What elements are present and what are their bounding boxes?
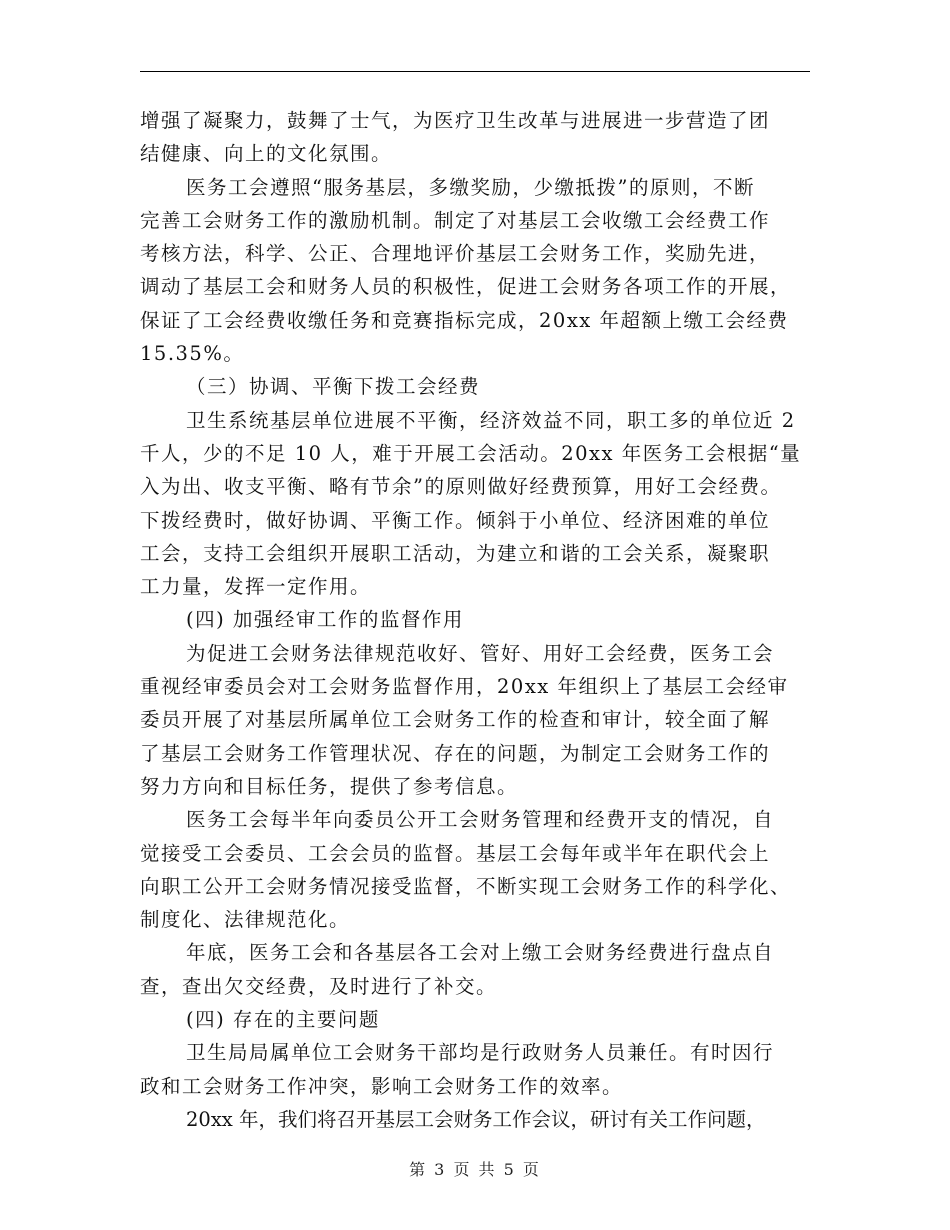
paragraph-line: 考核方法，科学、公正、合理地评价基层工会财务工作，奖励先进， <box>140 242 771 266</box>
paragraph-line: 医务工会每半年向委员公开工会财务管理和经费开支的情况，自 <box>186 808 775 832</box>
paragraph-line: 保证了工会经费收缴任务和竞赛指标完成，20xx 年超额上缴工会经费 <box>140 308 789 332</box>
paragraph-line: 工力量，发挥一定作用。 <box>140 575 372 599</box>
paragraph-line: 觉接受工会委员、工会会员的监督。基层工会每年或半年在职代会上 <box>140 841 771 865</box>
paragraph-line: 增强了凝聚力，鼓舞了士气，为医疗卫生改革与进展进一步营造了团 <box>140 109 771 132</box>
paragraph-line: 入为出、收支平衡、略有节余”的原则做好经费预算，用好工会经费。 <box>140 475 782 499</box>
document-body <box>140 104 808 1136</box>
paragraph-line: 政和工会财务工作冲突，影响工会财务工作的效率。 <box>140 1074 624 1098</box>
paragraph-line: 制度化、法律规范化。 <box>140 908 351 932</box>
paragraph-line: 年底，医务工会和各基层各工会对上缴工会财务经费进行盘点自 <box>186 941 775 965</box>
paragraph-line: (四) 存在的主要问题 <box>186 1008 380 1032</box>
paragraph-line: 了基层工会财务工作管理状况、存在的问题，为制定工会财务工作的 <box>140 741 771 765</box>
paragraph-line: 重视经审委员会对工会财务监督作用，20xx 年组织上了基层工会经审 <box>140 675 789 699</box>
paragraph-line: 查，查出欠交经费，及时进行了补交。 <box>140 974 498 998</box>
paragraph-line: 完善工会财务工作的激励机制。制定了对基层工会收缴工会经费工作 <box>140 208 771 232</box>
paragraph-line: 卫生系统基层单位进展不平衡，经济效益不同，职工多的单位近 2 <box>186 408 796 432</box>
paragraph-line: 向职工公开工会财务情况接受监督，不断实现工会财务工作的科学化、 <box>140 874 792 898</box>
header-rule <box>140 71 810 72</box>
paragraph-line: 医务工会遵照“服务基层，多缴奖励，少缴抵拨”的原则，不断 <box>186 175 755 199</box>
paragraph-line: 结健康、向上的文化氛围。 <box>140 142 393 166</box>
paragraph-line: 工会，支持工会组织开展职工活动，为建立和谐的工会关系，凝聚职 <box>140 541 771 565</box>
paragraph-line: 卫生局局属单位工会财务干部均是行政财务人员兼任。有时因行 <box>186 1041 775 1065</box>
page-number: 第 3 页 共 5 页 <box>409 1160 541 1179</box>
paragraph-line: 15.35%。 <box>140 342 245 366</box>
paragraph-line: 努力方向和目标任务，提供了参考信息。 <box>140 774 519 798</box>
paragraph-line: 为促进工会财务法律规范收好、管好、用好工会经费，医务工会 <box>186 641 775 665</box>
paragraph-line: 20xx 年，我们将召开基层工会财务工作会议，研讨有关工作问题， <box>186 1107 766 1131</box>
paragraph-line: (四) 加强经审工作的监督作用 <box>186 608 464 632</box>
paragraph-line: 千人，少的不足 10 人，难于开展工会活动。20xx 年医务工会根据“量 <box>140 441 802 465</box>
paragraph-line: （三）协调、平衡下拨工会经费 <box>186 375 481 399</box>
paragraph-line: 调动了基层工会和财务人员的积极性，促进工会财务各项工作的开展， <box>140 275 792 299</box>
paragraph-line: 下拨经费时，做好协调、平衡工作。倾斜于小单位、经济困难的单位 <box>140 508 771 532</box>
paragraph-line: 委员开展了对基层所属单位工会财务工作的检查和审计，较全面了解 <box>140 708 771 732</box>
